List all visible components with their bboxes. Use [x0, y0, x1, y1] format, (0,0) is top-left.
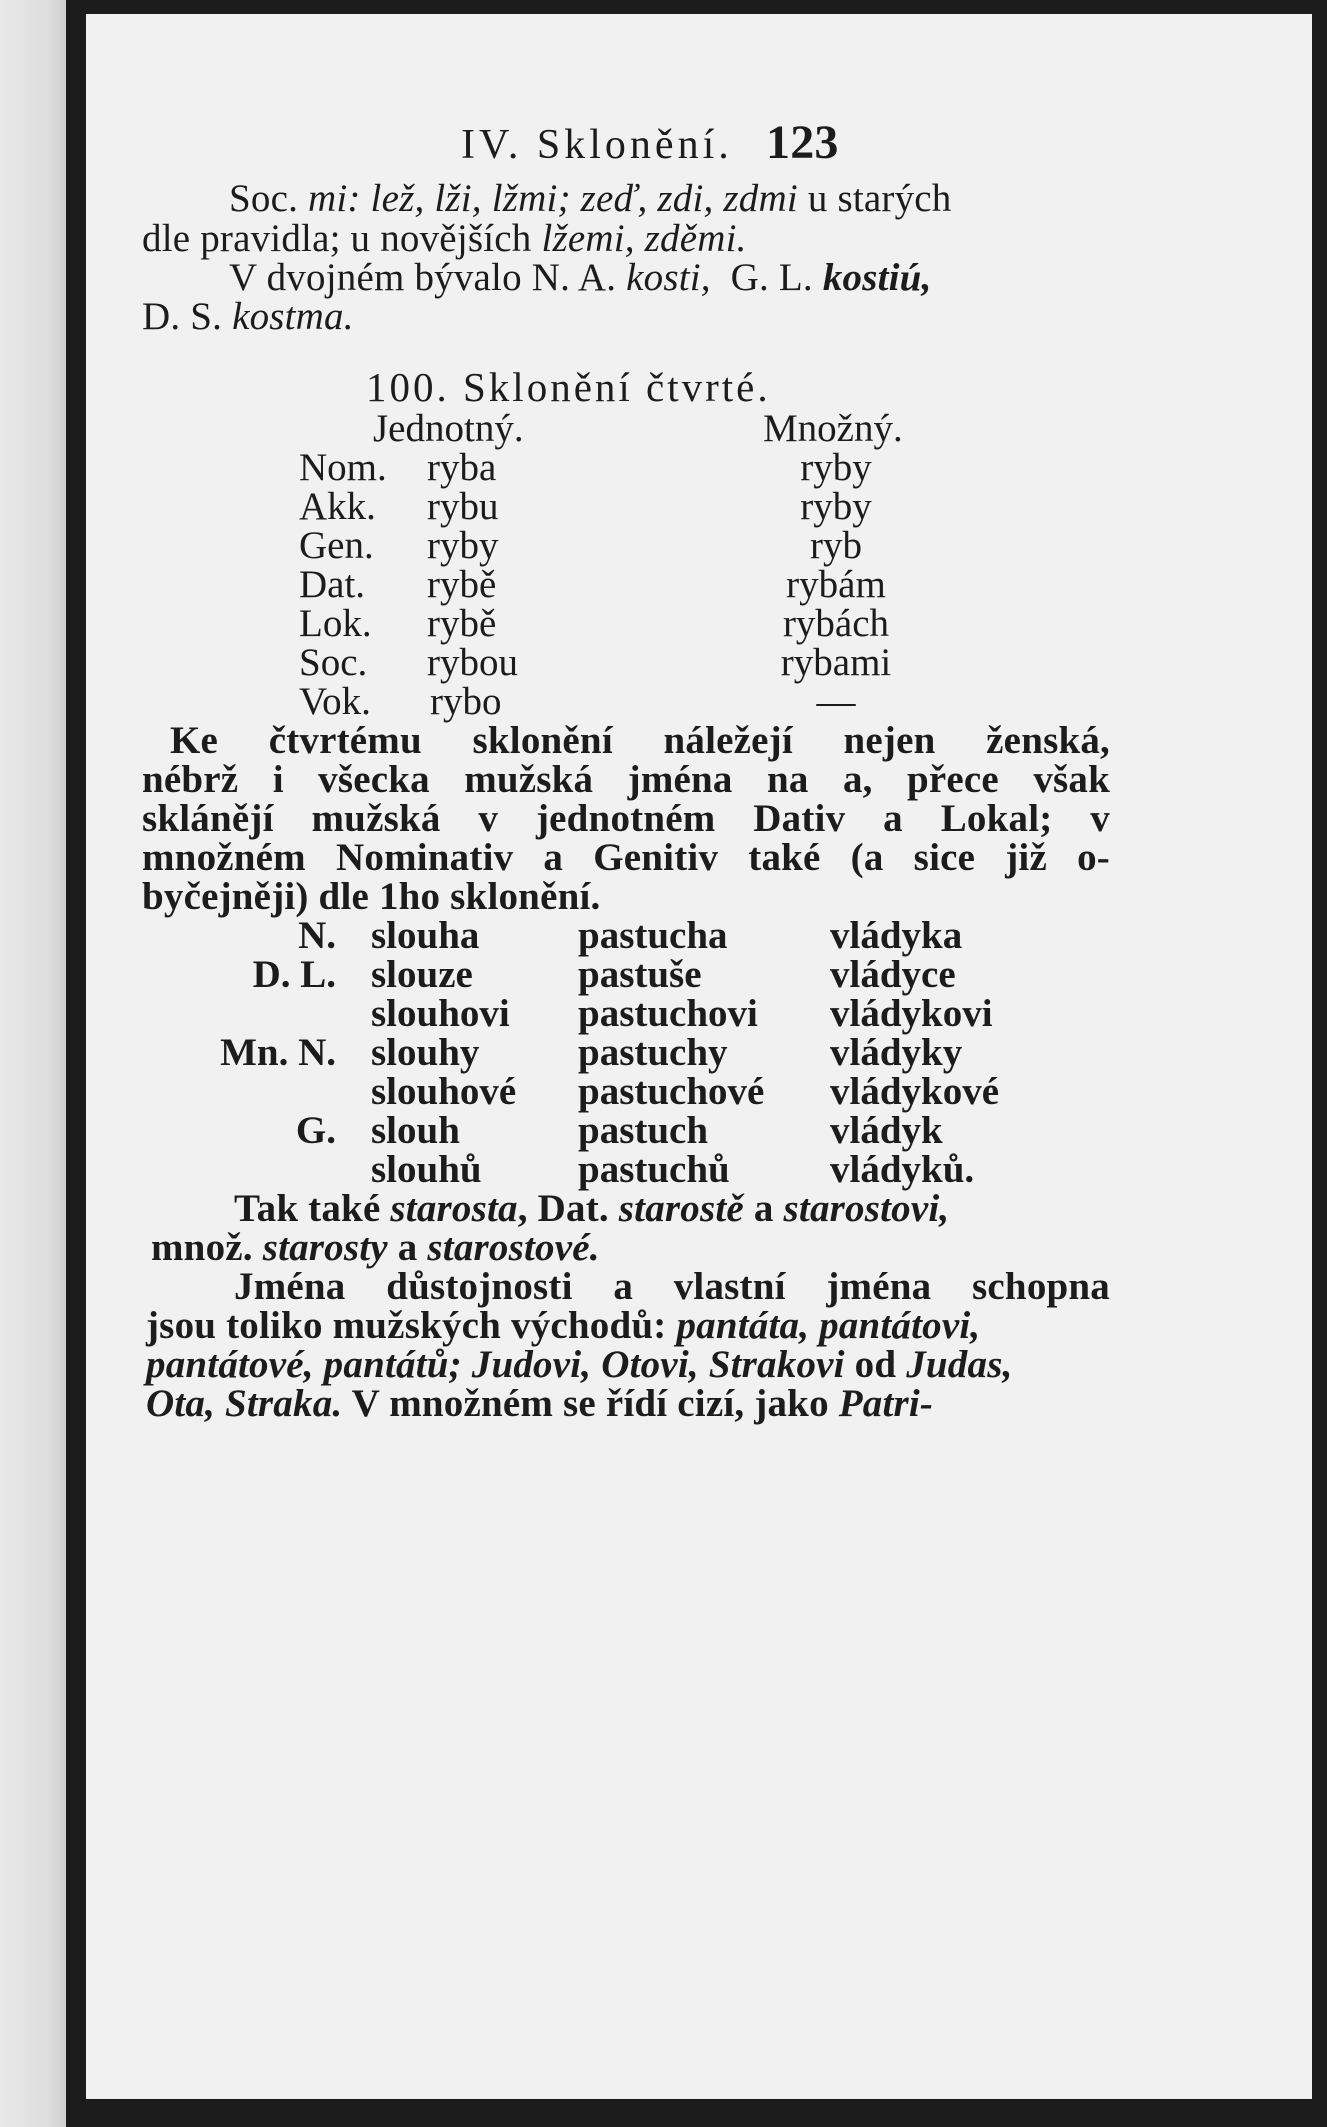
plural-form: ryby [800, 446, 872, 489]
book-page [86, 14, 1312, 2099]
slouha-form: slouhů [371, 1148, 482, 1191]
singular-form: rybě [427, 563, 497, 606]
singular-form: rybou [427, 641, 518, 684]
paragraph-line [146, 1381, 933, 1427]
case-label: Lok. [299, 602, 372, 645]
intro-line-4 [142, 294, 354, 340]
text: , Dat. [517, 1187, 619, 1230]
vladyka-form: vládykové [830, 1070, 1000, 1113]
adjacent-page-edge [0, 0, 66, 2127]
case-label: Vok. [299, 680, 371, 723]
paragraph-line: Jména důstojnosti a vlastní jména schopna [234, 1265, 1110, 1308]
italic-form: kostiú, [822, 256, 932, 299]
vladyka-form: vládyce [830, 953, 956, 996]
slouha-form: slouhovi [371, 992, 510, 1035]
vladyka-form: vládykovi [830, 992, 993, 1035]
case-label: Akk. [299, 485, 376, 528]
case-label: Dat. [299, 563, 366, 606]
plural-form: — [816, 680, 856, 723]
italic-form: kostma. [232, 295, 354, 338]
singular-form: rybo [430, 680, 502, 723]
text: a [387, 1226, 428, 1269]
case-label: Mn. N. [220, 1031, 336, 1074]
slouha-form: slouh [371, 1109, 460, 1152]
column-header-plural: Množný. [763, 407, 903, 450]
plural-form: rybám [786, 563, 886, 606]
pastucha-form: pastuch [578, 1109, 709, 1152]
paragraph-line: nébrž i všecka mužská jména na a, přece však [142, 758, 1110, 801]
singular-form: ryba [427, 446, 497, 489]
case-label: Gen. [299, 524, 374, 567]
text: D. S. [142, 295, 233, 338]
pastucha-form: pastuchovi [578, 992, 758, 1035]
pastucha-form: pastuchové [578, 1070, 765, 1113]
text: od [844, 1343, 907, 1386]
text: a [743, 1187, 784, 1230]
text: G. L. [710, 256, 823, 299]
singular-form: rybu [427, 485, 499, 528]
pastucha-form: pastuše [578, 953, 702, 996]
plural-form: rybami [780, 641, 892, 684]
italic-forms: lžemi, zděmi. [541, 217, 747, 260]
italic-form: starosty [262, 1226, 388, 1269]
paragraph-line: sklánějí mužská v jednotném Dativ a Lokal; v [142, 797, 1110, 840]
slouha-form: slouha [371, 914, 480, 957]
section-heading: 100. Sklonění čtvrté. [366, 364, 771, 410]
vladyka-form: vládyk [830, 1109, 943, 1152]
italic-form: Judas, [906, 1343, 1013, 1386]
text: Soc. [229, 177, 308, 220]
plural-form: ryby [800, 485, 872, 528]
plural-form: ryb [810, 524, 862, 567]
case-label: Nom. [299, 446, 387, 489]
text: jsou toliko mužských východů: [146, 1304, 677, 1347]
column-header-singular: Jednotný. [373, 407, 524, 450]
italic-form: starostovi, [783, 1187, 950, 1230]
paragraph-line: Ke čtvrtému sklonění náležejí nejen ženská, [170, 719, 1110, 762]
italic-forms: mi: lež, lži, lžmi; zeď, zdi, zdmi [308, 177, 798, 220]
pastucha-form: pastucha [578, 914, 728, 957]
slouha-form: slouhové [371, 1070, 517, 1113]
case-label: Soc. [299, 641, 368, 684]
vladyka-form: vládyky [830, 1031, 963, 1074]
pastucha-form: pastuchy [578, 1031, 728, 1074]
text: u starých [797, 177, 952, 220]
italic-form: kosti, [626, 256, 711, 299]
case-label: D. L. [252, 953, 336, 996]
text: Tak také [234, 1187, 391, 1230]
italic-form: starostě [618, 1187, 744, 1230]
paragraph-line: množném Nominativ a Genitiv také (a sice již o- [142, 836, 1110, 879]
plural-form: rybách [782, 602, 890, 645]
page-number: 123 [766, 116, 839, 169]
italic-form: Patri- [838, 1382, 934, 1425]
italic-form: pantátové, pantátů; Judovi, Otovi, Strakovi [146, 1343, 845, 1386]
vladyka-form: vládyků. [830, 1148, 975, 1191]
case-label: G. [295, 1109, 336, 1152]
italic-form: starostové. [427, 1226, 600, 1269]
text: dle pravidla; u novějších [142, 217, 542, 260]
text: V dvojném bývalo N. A. [229, 256, 627, 299]
vladyka-form: vládyka [830, 914, 963, 957]
slouha-form: slouze [371, 953, 473, 996]
singular-form: ryby [427, 524, 499, 567]
running-head: IV. Sklonění. [461, 122, 733, 168]
slouha-form: slouhy [371, 1031, 480, 1074]
pastucha-form: pastuchů [578, 1148, 730, 1191]
italic-form: starosta [390, 1187, 518, 1230]
paragraph-line: byčejněji) dle 1ho sklonění. [142, 875, 601, 918]
case-label: N. [298, 914, 336, 957]
italic-form: pantáta, pantátovi, [676, 1304, 981, 1347]
singular-form: rybě [427, 602, 497, 645]
text: V množném se řídí cizí, jako [342, 1382, 839, 1425]
italic-form: Ota, Straka. [146, 1382, 343, 1425]
text: množ. [151, 1226, 263, 1269]
